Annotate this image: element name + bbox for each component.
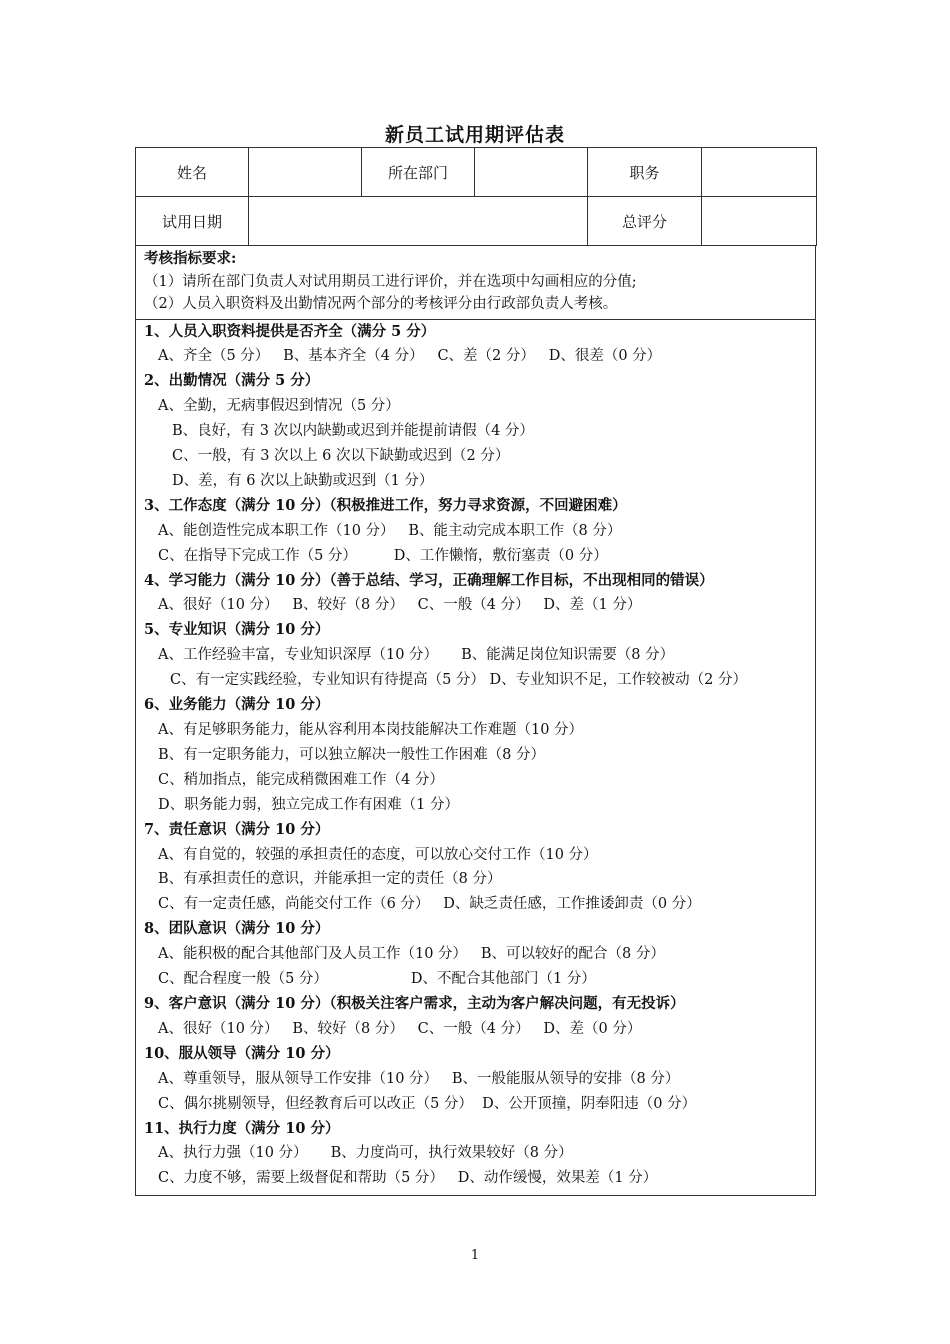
option-line[interactable]: A、能创造性完成本职工作（10 分） B、能主动完成本职工作（8 分）	[158, 522, 622, 539]
option-line[interactable]: A、有足够职务能力，能从容利用本岗技能解决工作难题（10 分）	[158, 722, 584, 738]
option-line[interactable]: B、有一定职务能力，可以独立解决一般性工作困难（8 分）	[158, 746, 545, 763]
section-title: 6、业务能力（满分 10 分）	[144, 696, 330, 714]
department-label: 所在部门	[362, 148, 475, 197]
requirements-heading: 考核指标要求:	[144, 250, 237, 267]
option-line[interactable]: C、一般，有 3 次以上 6 次以下缺勤或迟到（2 分）	[172, 448, 510, 465]
option-line[interactable]: A、全勤，无病事假迟到情况（5 分）	[158, 398, 400, 415]
section-title: 2、出勤情况（满分 5 分）	[144, 372, 320, 390]
total-score-field[interactable]	[702, 197, 817, 246]
option-line[interactable]: D、职务能力弱，独立完成工作有困难（1 分）	[158, 796, 459, 813]
form-title: 新员工试用期评估表	[384, 124, 565, 146]
option-line[interactable]: A、尊重领导，服从领导工作安排（10 分） B、一般能服从领导的安排（8 分）	[158, 1070, 680, 1087]
option-line[interactable]: A、很好（10 分） B、较好（8 分） C、一般（4 分） D、差（1 分）	[158, 597, 642, 614]
position-label: 职务	[588, 148, 702, 197]
section-title: 5、专业知识（满分 10 分）	[144, 621, 330, 639]
section-title: 7、责任意识（满分 10 分）	[144, 820, 330, 838]
option-line[interactable]: B、良好，有 3 次以内缺勤或迟到并能提前请假（4 分）	[172, 423, 534, 440]
trial-date-field[interactable]	[249, 197, 588, 246]
option-line[interactable]: C、配合程度一般（5 分） D、不配合其他部门（1 分）	[158, 971, 596, 988]
name-label: 姓名	[136, 148, 249, 197]
option-line[interactable]: D、差，有 6 次以上缺勤或迟到（1 分）	[172, 472, 434, 489]
total-score-label: 总评分	[588, 197, 702, 246]
evaluation-form	[135, 147, 815, 1196]
option-line[interactable]: C、稍加指点，能完成稍微困难工作（4 分）	[158, 771, 444, 788]
option-line[interactable]: C、在指导下完成工作（5 分） D、工作懒惰，敷衍塞责（0 分）	[158, 547, 608, 564]
section-title: 10、服从领导（满分 10 分）	[144, 1044, 340, 1062]
option-line[interactable]: A、工作经验丰富，专业知识深厚（10 分） B、能满足岗位知识需要（8 分）	[158, 647, 675, 664]
evaluation-items	[135, 320, 816, 1197]
option-line[interactable]: A、有自觉的，较强的承担责任的态度，可以放心交付工作（10 分）	[158, 846, 598, 863]
section-title: 1、人员入职资料提供是否齐全（满分 5 分）	[144, 322, 436, 340]
basic-info-table	[135, 147, 817, 246]
option-line[interactable]: C、有一定责任感，尚能交付工作（6 分） D、缺乏责任感，工作推诿卸责（0 分）	[158, 896, 701, 913]
name-field[interactable]	[249, 148, 362, 197]
section-title: 8、团队意识（满分 10 分）	[144, 920, 330, 938]
section-title: 11、执行力度（满分 10 分）	[144, 1119, 340, 1137]
trial-date-label: 试用日期	[136, 197, 249, 246]
option-line[interactable]: C、力度不够，需要上级督促和帮助（5 分） D、动作缓慢，效果差（1 分）	[158, 1170, 658, 1187]
position-field[interactable]	[702, 148, 817, 197]
option-line[interactable]: B、有承担责任的意识，并能承担一定的责任（8 分）	[158, 871, 502, 888]
requirements-box	[135, 246, 816, 320]
option-line[interactable]: A、很好（10 分） B、较好（8 分） C、一般（4 分） D、差（0 分）	[158, 1020, 642, 1037]
section-title: 3、工作态度（满分 10 分）（积极推进工作，努力寻求资源，不回避困难）	[144, 496, 627, 514]
page-number: 1	[470, 1248, 480, 1263]
department-field[interactable]	[475, 148, 588, 197]
option-line[interactable]: C、偶尔挑剔领导，但经教育后可以改正（5 分） D、公开顶撞，阴奉阳违（0 分）	[158, 1095, 697, 1112]
requirement-line: （1）请所在部门负责人对试用期员工进行评价，并在选项中勾画相应的分值;	[144, 273, 637, 290]
section-title: 9、客户意识（满分 10 分）（积极关注客户需求，主动为客户解决问题，有无投诉）	[144, 994, 685, 1012]
option-line[interactable]: A、执行力强（10 分） B、力度尚可，执行效果较好（8 分）	[158, 1145, 573, 1162]
option-line[interactable]: A、能积极的配合其他部门及人员工作（10 分） B、可以较好的配合（8 分）	[158, 946, 665, 963]
section-title: 4、学习能力（满分 10 分）（善于总结、学习，正确理解工作目标，不出现相同的错误）	[144, 571, 714, 589]
option-line[interactable]: C、有一定实践经验，专业知识有待提高（5 分） D、专业知识不足，工作较被动（2 分）	[170, 672, 747, 689]
requirement-line: （2）人员入职资料及出勤情况两个部分的考核评分由行政部负责人考核。	[144, 296, 618, 312]
option-line[interactable]: A、齐全（5 分） B、基本齐全（4 分） C、差（2 分） D、很差（0 分）	[158, 348, 662, 365]
